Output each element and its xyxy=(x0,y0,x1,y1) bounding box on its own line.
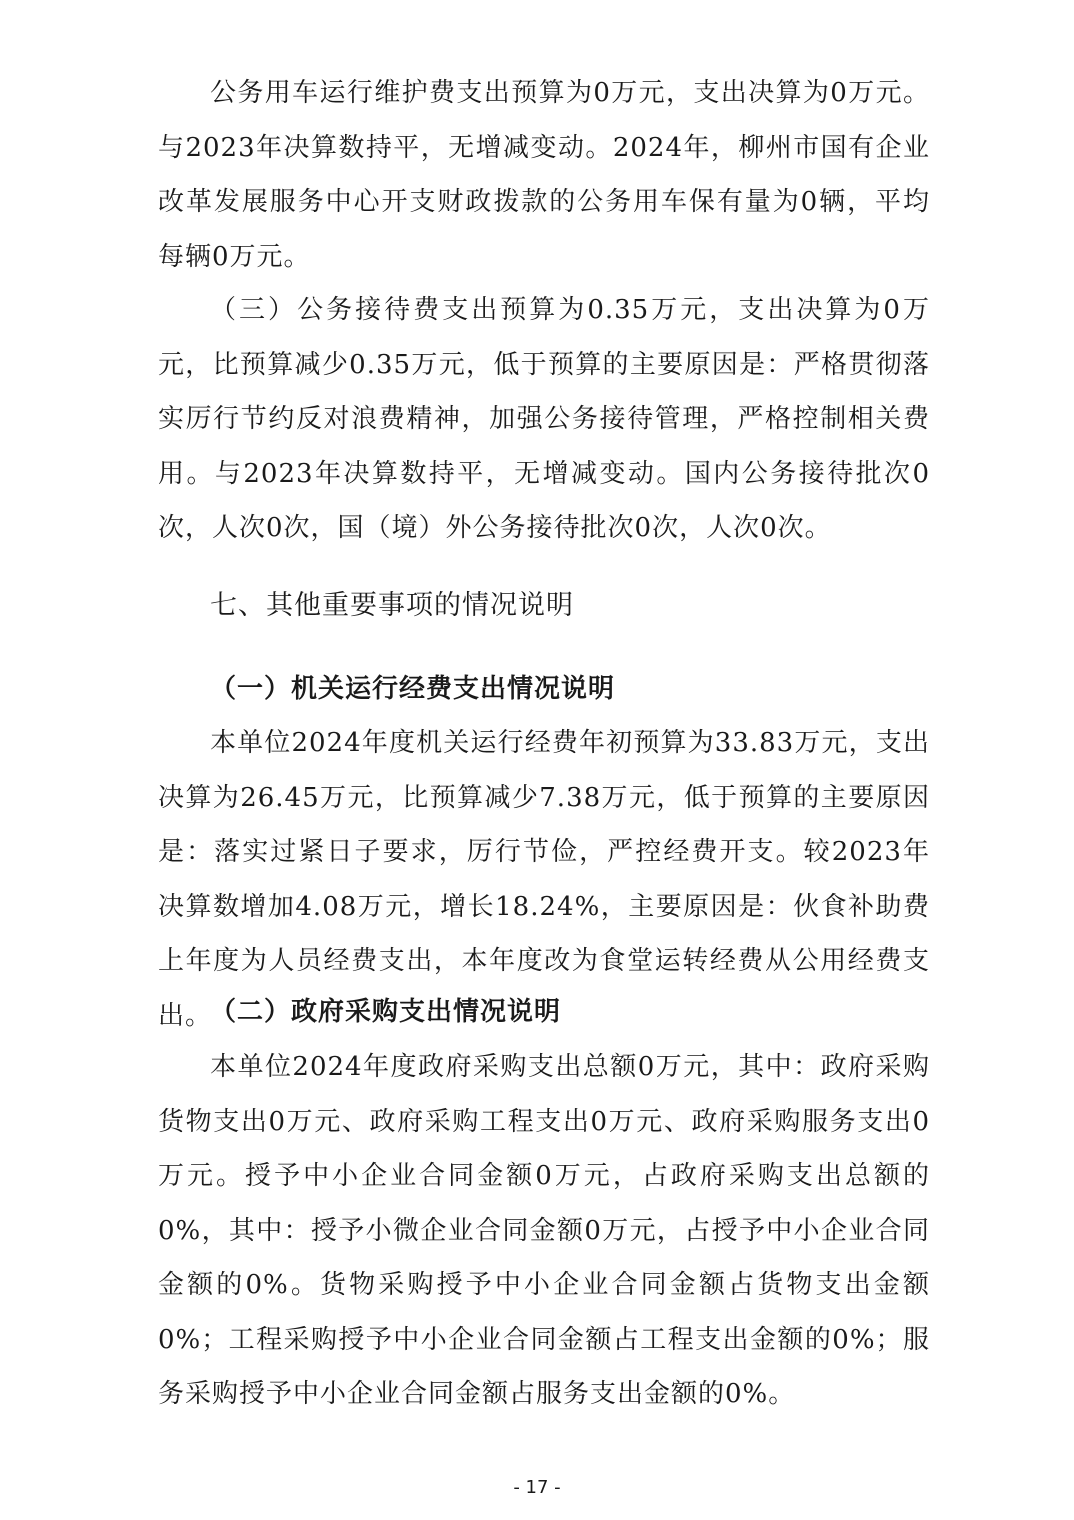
section-heading-other-matters: 七、其他重要事项的情况说明 xyxy=(210,590,574,621)
paragraph-reception-expenses: （三）公务接待费支出预算为0.35万元，支出决算为0万元，比预算减少0.35万元，低于预算的主要原因是：严格贯彻落实厉行节约反对浪费精神，加强公务接待管理，严格控制相关费用。与2023年决算数持平，无增减变动。国内公务接待批次0次，人次0次，国（境）外公务接待批次0次，人次0次。 xyxy=(158,295,930,543)
paragraph-government-procurement: 本单位2024年度政府采购支出总额0万元，其中：政府采购货物支出0万元、政府采购工程支出0万元、政府采购服务支出0万元。授予中小企业合同金额0万元，占政府采购支出总额的0%，其中：授予小微企业合同金额0万元，占授予中小企业合同金额的0%。货物采购授予中小企业合同金额占货物支出金额0%；工程采购授予中小企业合同金额占工程支出金额的0%；服务采购授予中小企业合同金额占服务支出金额的0%。 xyxy=(158,1052,930,1409)
paragraph-vehicle-maintenance: 公务用车运行维护费支出预算为0万元，支出决算为0万元。与2023年决算数持平，无增减变动。2024年，柳州市国有企业改革发展服务中心开支财政拨款的公务用车保有量为0辆，平均每辆0万元。 xyxy=(158,78,930,272)
subheading-government-procurement: （二）政府采购支出情况说明 xyxy=(210,997,562,1027)
paragraph-operating-expenses: 本单位2024年度机关运行经费年初预算为33.83万元，支出决算为26.45万元，比预算减少7.38万元，低于预算的主要原因是：落实过紧日子要求，厉行节俭，严控经费开支。较2023年决算数增加4.08万元，增长18.24%，主要原因是：伙食补助费上年度为人员经费支出，本年度改为食堂运转经费从公用经费支出。 xyxy=(158,728,930,1031)
subheading-operating-expenses: （一）机关运行经费支出情况说明 xyxy=(210,674,616,704)
page-number: - 17 - xyxy=(513,1477,561,1498)
